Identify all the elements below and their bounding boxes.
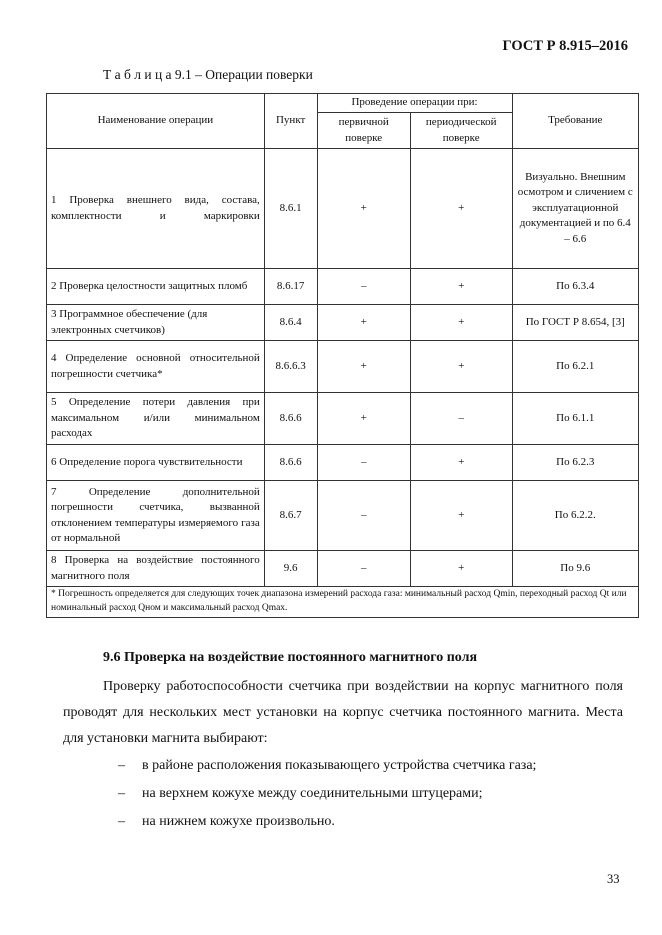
operation-point: 8.6.6.3	[264, 341, 317, 393]
operation-point: 9.6	[264, 551, 317, 587]
operations-table	[46, 93, 639, 618]
operation-point: 8.6.7	[264, 481, 317, 551]
table-row	[47, 393, 639, 445]
table-footnote: * Погрешность определяется для следующих точек диапазона измерений расхода газа: минимальный расход Qmin, переходный расход Qt или номинальный расход Qном и максимальный расход Qmax.	[47, 587, 639, 618]
document-code: ГОСТ Р 8.915–2016	[502, 38, 628, 54]
header-conducting: Проведение операции при:	[317, 94, 512, 113]
page-number: 33	[607, 872, 620, 886]
list-item	[118, 752, 536, 780]
operation-name: 5 Определение потери давления при максимальном и/или минимальном расходах	[47, 393, 265, 445]
operation-name: 8 Проверка на воздействие постоянного магнитного поля	[47, 551, 265, 587]
operation-primary: –	[317, 269, 410, 305]
list-item-text: на верхнем кожухе между соединительными штуцерами;	[142, 786, 483, 801]
operation-requirement: Визуально. Внешним осмотром и сличением с эксплуатационной документацией и по 6.4 – 6.6	[512, 149, 638, 269]
header-primary: первичной поверке	[317, 113, 410, 149]
operation-periodic: +	[410, 551, 512, 587]
header-point: Пункт	[264, 94, 317, 149]
table-footnote-row	[47, 587, 639, 618]
table-row	[47, 481, 639, 551]
operation-requirement: По 6.2.1	[512, 341, 638, 393]
operation-primary: –	[317, 481, 410, 551]
operation-periodic: +	[410, 341, 512, 393]
table-row	[47, 341, 639, 393]
section-title: 9.6 Проверка на воздействие постоянного магнитного поля	[103, 650, 478, 665]
operation-requirement: По 6.2.2.	[512, 481, 638, 551]
operation-point: 8.6.1	[264, 149, 317, 269]
operation-name: 4 Определение основной относительной погрешности счетчика*	[47, 341, 265, 393]
table-header-row	[47, 94, 639, 113]
operation-periodic: +	[410, 481, 512, 551]
operation-point: 8.6.17	[264, 269, 317, 305]
magnet-placement-list	[118, 752, 536, 836]
operation-primary: +	[317, 305, 410, 341]
operation-requirement: По 6.3.4	[512, 269, 638, 305]
operation-periodic: –	[410, 393, 512, 445]
operation-name: 1 Проверка внешнего вида, состава, комплектности и маркировки	[47, 149, 265, 269]
operation-requirement: По 6.1.1	[512, 393, 638, 445]
operation-periodic: +	[410, 269, 512, 305]
operation-name: 6 Определение порога чувствительности	[47, 445, 265, 481]
list-dash: –	[118, 814, 125, 829]
header-name: Наименование операции	[47, 94, 265, 149]
operation-primary: +	[317, 393, 410, 445]
operation-requirement: По 6.2.3	[512, 445, 638, 481]
operation-name: 3 Программное обеспечение (для электронных счетчиков)	[47, 305, 265, 341]
table-caption: Т а б л и ц а 9.1 – Операции поверки	[103, 67, 313, 82]
list-item	[118, 780, 536, 808]
operation-primary: +	[317, 149, 410, 269]
table-row	[47, 445, 639, 481]
section-paragraph: Проверку работоспособности счетчика при воздействии на корпус магнитного поля проводят для нескольких мест установки на корпус счетчика постоянного магнита. Места для установки магнита выбирают:	[63, 679, 623, 746]
operation-primary: –	[317, 551, 410, 587]
header-periodic: периодической поверке	[410, 113, 512, 149]
list-dash: –	[118, 786, 125, 801]
table-row	[47, 551, 639, 587]
list-item-text: в районе расположения показывающего устройства счетчика газа;	[142, 758, 537, 773]
list-item-text: на нижнем кожухе произвольно.	[142, 814, 335, 829]
header-requirement: Требование	[512, 94, 638, 149]
table-row	[47, 149, 639, 269]
operation-name: 2 Проверка целостности защитных пломб	[47, 269, 265, 305]
operation-primary: +	[317, 341, 410, 393]
operation-periodic: +	[410, 445, 512, 481]
operation-point: 8.6.4	[264, 305, 317, 341]
list-dash: –	[118, 758, 125, 773]
table-row	[47, 269, 639, 305]
operation-requirement: По ГОСТ Р 8.654, [3]	[512, 305, 638, 341]
table-row	[47, 305, 639, 341]
operation-requirement: По 9.6	[512, 551, 638, 587]
list-item	[118, 808, 536, 836]
operation-point: 8.6.6	[264, 393, 317, 445]
operation-name: 7 Определение дополнительной погрешности счетчика, вызванной отклонением температуры измеряемого газа от нормальной	[47, 481, 265, 551]
operation-point: 8.6.6	[264, 445, 317, 481]
operation-periodic: +	[410, 149, 512, 269]
operation-periodic: +	[410, 305, 512, 341]
operation-primary: –	[317, 445, 410, 481]
